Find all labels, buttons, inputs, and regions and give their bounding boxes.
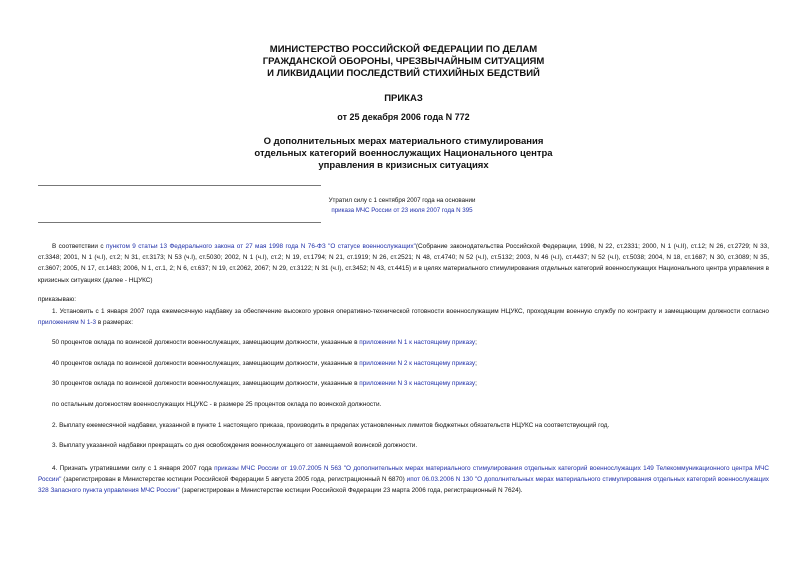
status-note-link[interactable]: приказа МЧС России от 23 июля 2007 года N 395 xyxy=(331,207,473,214)
ministry-heading xyxy=(0,44,807,80)
rate-30-end: ; xyxy=(475,380,477,387)
rate-50-text: 50 процентов оклада по воинской должности военнослужащих, замещающим должности, указанные в xyxy=(52,339,360,346)
paragraph-item-1 xyxy=(38,306,769,328)
order-563-link[interactable]: приказы МЧС России от 19.07.2005 N 563 "О дополнительных мерах материального стимулирования отдельных категорий военнослужащих 149 Телекоммуникационного центра МЧС России" xyxy=(38,465,769,484)
item-1-text-b: в размерах: xyxy=(96,319,134,327)
law-link[interactable]: пунктом 9 статьи 13 Федерального закона от 27 мая 1998 года N 76-ФЗ "О статусе военнослужащих" xyxy=(106,243,416,250)
paragraph-rate-30 xyxy=(52,378,769,389)
rate-40-text: 40 процентов оклада по воинской должности военнослужащих, замещающим должности, указанные в xyxy=(52,360,360,367)
rate-50-end: ; xyxy=(475,339,477,346)
ministry-line-3: И ЛИКВИДАЦИИ ПОСЛЕДСТВИЙ СТИХИЙНЫХ БЕДСТВИЙ xyxy=(267,68,540,79)
ministry-line-2: ГРАЖДАНСКОЙ ОБОРОНЫ, ЧРЕЗВЫЧАЙНЫМ СИТУАЦИЯМ xyxy=(262,56,545,67)
paragraph-item-2: 2. Выплату ежемесячной надбавки, указанной в пункте 1 настоящего приказа, производить в пределах установленных лимитов бюджетных обязательств НЦУКС на соответствующий год. xyxy=(52,422,610,429)
appendix-2-link[interactable]: приложении N 2 к настоящему приказу xyxy=(359,360,476,367)
document-type: ПРИКАЗ xyxy=(384,93,423,104)
item-1-text-a: 1. Установить с 1 января 2007 года ежемесячную надбавку за обеспечение высокого уровня оперативно-технической готовности военнослужащим НЦУКС, проходящим военную службу по контракту и замещающим должности согласно xyxy=(52,308,769,315)
item-4-text-a: 4. Признать утратившими силу с 1 января 2007 года xyxy=(52,465,215,472)
appendix-3-link[interactable]: приложении N 3 к настоящему приказу xyxy=(359,380,476,387)
paragraph-rate-50 xyxy=(52,337,769,348)
ministry-line-1: МИНИСТЕРСТВО РОССИЙСКОЙ ФЕДЕРАЦИИ ПО ДЕЛАМ xyxy=(269,44,538,55)
paragraph-rate-40 xyxy=(52,358,769,369)
title-line-2: отдельных категорий военнослужащих Национального центра xyxy=(254,148,553,159)
paragraph-item-4 xyxy=(38,463,769,497)
status-note xyxy=(322,196,482,216)
document-date: от 25 декабря 2006 года N 772 xyxy=(337,112,470,122)
order-130-link[interactable]: ипот 06.03.2006 N 130 "О дополнительных мерах материального стимулирования отдельных категорий военнослужащих 328 Запасного пункта управления МЧС России" xyxy=(38,476,769,495)
preamble-text-a: В соответствии с xyxy=(52,243,107,250)
status-note-text: Утратил силу с 1 сентября 2007 года на основании xyxy=(328,197,476,204)
title-line-1: О дополнительных мерах материального стимулирования xyxy=(263,136,544,147)
divider-top xyxy=(38,185,321,186)
title-line-3: управления в кризисных ситуациях xyxy=(318,160,489,171)
appendices-link[interactable]: приложениям N 1-3 xyxy=(38,319,97,327)
paragraph-item-3: 3. Выплату указанной надбавки прекращать со дня освобождения военнослужащего от замещаемой воинской должности. xyxy=(52,442,418,449)
preamble-text-b: (Собрание законодательства Российской Федерации, 1998, N 22, ст.2331; 2000, N 1 (ч.II), ст.12; N 26, ст.2729; N 33, ст.3348; 2001, N 1 (ч.I), ст.2; N 31, ст.3173; N 53 (ч.I), ст.5030; 2002, N 1 (ч.I), ст.2; N 19, ст.1794; N 21, ст.1919; N 26, ст.2521; N 48, ст.4740; N 52 (ч.I), ст.5132; 2003, N 46 (ч.I), ст.4437; N 52 (ч.I), ст.5038; 2004, N 18, ст.1687; N 30, ст.3089; N 35, ст.3607; 2005, N 17, ст.1483; 2006, N 1, ст.1, 2; N 6, ст.637; N 19, ст.2062, 2067; N 29, ст.3122; N 31 (ч.I), ст.3452; N 43, ст.4415) и в целях материального стимулирования отдельных категорий военнослужащих Национального центра управления в кризисных ситуациях (далее - НЦУКС) xyxy=(38,243,769,284)
divider-bottom xyxy=(38,222,321,223)
document-title xyxy=(0,136,807,172)
appendix-1-link[interactable]: приложении N 1 к настоящему приказу xyxy=(359,339,476,346)
rate-40-end: ; xyxy=(475,360,477,367)
rate-30-text: 30 процентов оклада по воинской должности военнослужащих, замещающим должности, указанные в xyxy=(52,380,360,387)
orders-line: приказываю: xyxy=(38,296,76,303)
paragraph-rate-25: по остальным должностям военнослужащих НЦУКС - в размере 25 процентов оклада по воинской должности. xyxy=(52,401,382,408)
paragraph-preamble xyxy=(38,241,769,286)
item-4-text-b: (зарегистрирован в Министерстве юстиции Российской Федерации 5 августа 2005 года, регистрационный N 6870) xyxy=(61,476,407,484)
item-4-text-c: (зарегистрирован в Министерстве юстиции Российской Федерации 23 марта 2006 года, регистрационный N 7624). xyxy=(179,487,523,495)
